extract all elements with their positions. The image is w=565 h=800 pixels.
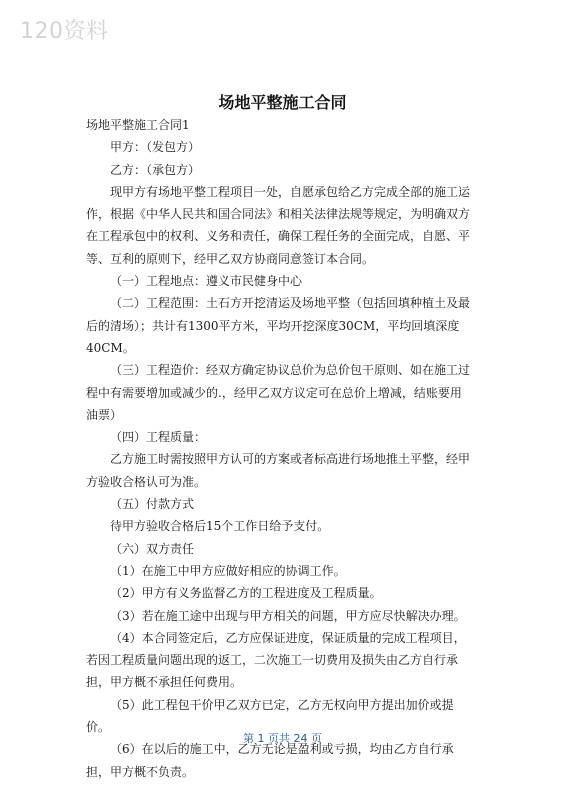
document-body: [86, 114, 472, 783]
responsibility-item-4: （4）本合同签定后，乙方应保证进度，保证质量的完成工程项目，若因工程质量问题出现的返工，二次施工一切费用及损失由乙方自行承担，甲方概不承担任何费用。: [86, 630, 466, 690]
contract-subtitle: 场地平整施工合同1: [86, 118, 190, 132]
preamble-paragraph: 现甲方有场地平整工程项目一处，自愿承包给乙方完成全部的施工运作，根据《中华人民共和国合同法》和相关法律法规等规定，为明确双方在工程承包中的权利、义务和责任，确保工程任务的全面完成，自愿、平等、互利的原则下，经甲乙双方协商同意签订本合同。: [86, 184, 471, 266]
party-b: 乙方：（承包方）: [110, 162, 201, 177]
clause-quality-heading: （四）工程质量：: [110, 430, 207, 445]
clause-responsibility-heading: （六）双方责任: [110, 541, 195, 556]
document-title: 场地平整施工合同: [218, 93, 347, 112]
responsibility-item-3: （3）若在施工途中出现与甲方相关的问题，甲方应尽快解决办理。: [110, 608, 466, 623]
watermark-logo: 120资料: [20, 19, 109, 44]
clause-payment-text: 待甲方验收合格后15个工作日给予支付。: [110, 519, 330, 534]
clause-payment-heading: （五）付款方式: [110, 497, 195, 512]
responsibility-item-2: （2）甲方有义务监督乙方的工程进度及工程质量。: [110, 586, 382, 601]
clause-cost: （三）工程造价：经双方确定协议总价为总价包干原则、如在施工过程中有需要增加或减少的.，经甲乙双方议定可在总价上增减，结账要用油票）: [86, 363, 471, 422]
clause-location: （一）工程地点：遵义市民健身中心: [110, 274, 303, 289]
clause-scope: （二）工程范围：土石方开挖清运及场地平整（包括回填种植土及最后的清场）；共计有1300平方米，平均开挖深度30CM，平均回填深度40CM。: [86, 296, 471, 355]
party-a: 甲方：（发包方）: [110, 140, 201, 155]
responsibility-item-6: （6）在以后的施工中，乙方无论是盈利或亏损，均由乙方自行承担，甲方概不负责。: [86, 742, 454, 779]
responsibility-item-5: （5）此工程包干价甲乙双方已定，乙方无权向甲方提出加价或提价。: [86, 697, 454, 735]
responsibility-item-1: （1）在施工中甲方应做好相应的协调工作。: [110, 563, 346, 578]
page-number-footer: 第 1 页共 24 页: [243, 732, 322, 745]
clause-quality-text: 乙方施工时需按照甲方认可的方案或者标高进行场地推土平整，经甲方验收合格认可为准。: [86, 452, 471, 489]
